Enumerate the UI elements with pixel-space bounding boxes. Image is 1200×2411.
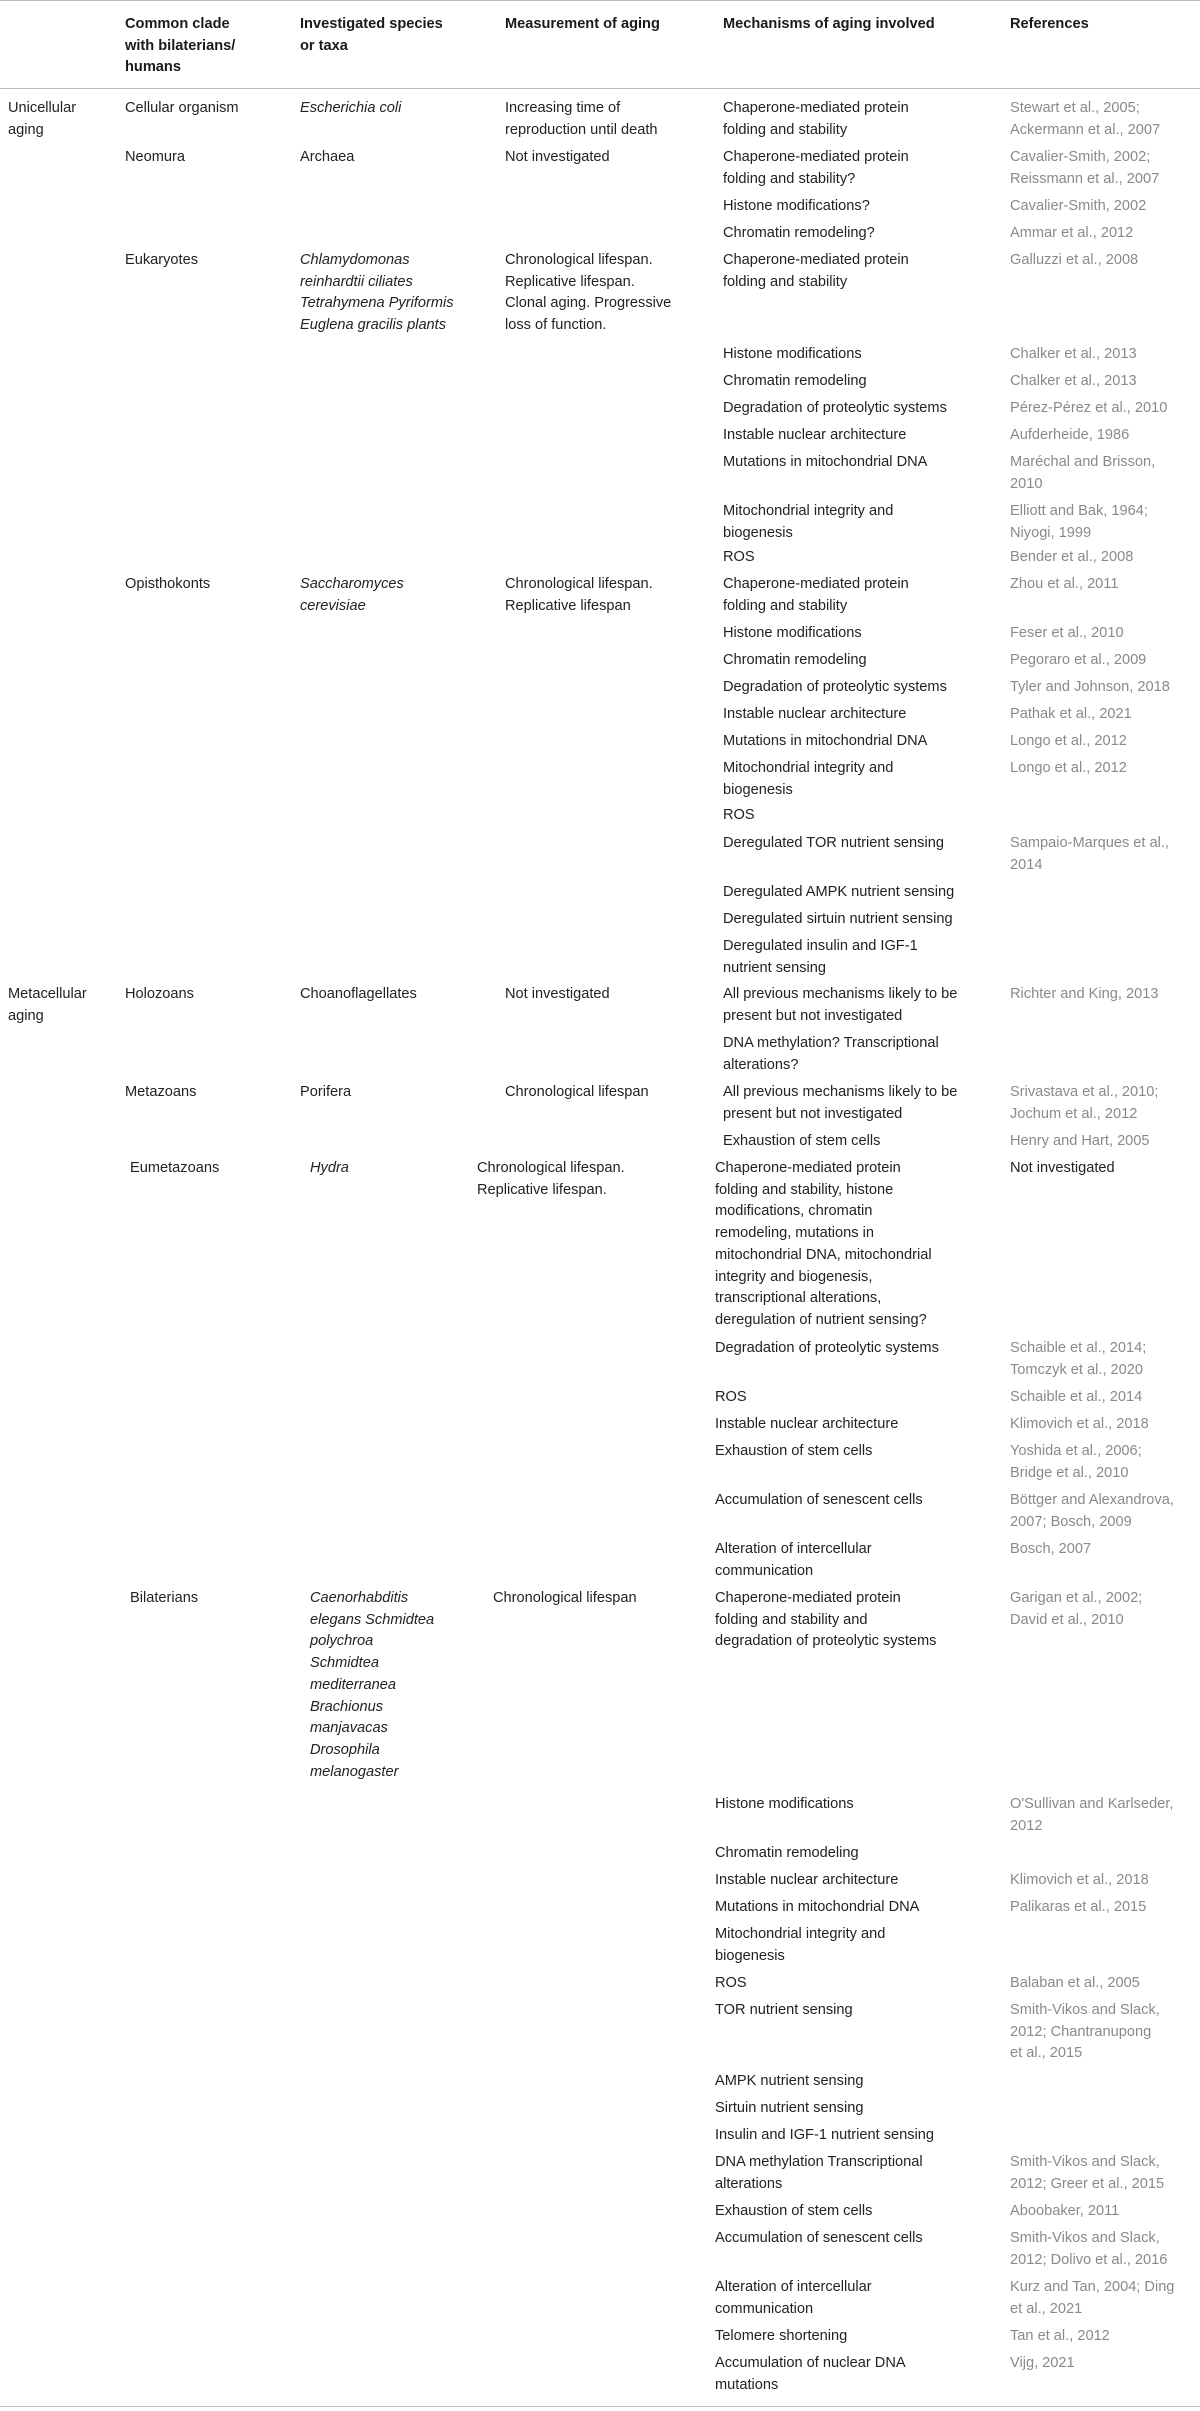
- bottom-rule: [0, 2406, 1200, 2407]
- reference-text: Klimovich et al., 2018: [1010, 1416, 1149, 1432]
- reference-text: et al., 2021: [1010, 2300, 1083, 2317]
- top-rule: [0, 0, 1200, 1]
- species-name: Drosophila: [310, 1741, 380, 1758]
- mechanism-text: Histone modifications: [715, 1796, 854, 1812]
- mechanism-text: Alteration of intercellular: [715, 2279, 872, 2295]
- mechanism-text: modifications, chromatin: [715, 1203, 873, 1220]
- mechanism-text: Deregulated sirtuin nutrient sensing: [723, 911, 953, 927]
- header-clade: with bilaterians/: [125, 37, 236, 54]
- mechanism-text: DNA methylation? Transcriptional: [723, 1035, 939, 1051]
- reference-text: 2010: [1010, 475, 1043, 492]
- measurement-text: loss of function.: [505, 317, 607, 334]
- species-name: elegans Schmidtea: [310, 1611, 435, 1628]
- mechanism-text: Mutations in mitochondrial DNA: [723, 454, 928, 470]
- reference-text: 2012; Chantranupong: [1010, 2023, 1152, 2040]
- mechanism-text: biogenesis: [723, 781, 793, 798]
- reference-text: Garigan et al., 2002;: [1010, 1590, 1143, 1606]
- group-label: Unicellular: [8, 100, 77, 116]
- mechanism-text: ROS: [723, 807, 755, 823]
- clade-label: Opisthokonts: [125, 576, 211, 592]
- species-name: Caenorhabditis: [310, 1590, 409, 1606]
- reference-text: Vijg, 2021: [1010, 2355, 1075, 2371]
- reference-text: Cavalier-Smith, 2002: [1010, 198, 1147, 214]
- mechanism-text: Chaperone-mediated protein: [715, 1160, 901, 1176]
- reference-text: Klimovich et al., 2018: [1010, 1872, 1149, 1888]
- mechanism-text: mitochondrial DNA, mitochondrial: [715, 1246, 932, 1263]
- group-label: aging: [8, 121, 44, 138]
- header-species: or taxa: [300, 37, 348, 54]
- species-name: mediterranea: [310, 1676, 396, 1693]
- measurement-text: Clonal aging. Progressive: [505, 295, 672, 312]
- reference-text: Niyogi, 1999: [1010, 524, 1092, 541]
- mechanism-text: alterations?: [723, 1056, 799, 1073]
- mechanism-text: integrity and biogenesis,: [715, 1268, 873, 1285]
- reference-text: Jochum et al., 2012: [1010, 1105, 1138, 1122]
- reference-text: Balaban et al., 2005: [1010, 1975, 1140, 1991]
- mechanism-text: Deregulated insulin and IGF-1: [723, 938, 918, 954]
- reference-text: Smith-Vikos and Slack,: [1010, 2154, 1160, 2170]
- measurement-text: Chronological lifespan: [505, 1084, 649, 1100]
- mechanism-text: transcriptional alterations,: [715, 1290, 882, 1307]
- species-name: Escherichia coli: [300, 100, 402, 116]
- mechanism-text: Accumulation of senescent cells: [715, 2230, 923, 2246]
- species-name: manjavacas: [310, 1720, 388, 1737]
- mechanism-text: Chromatin remodeling: [723, 652, 867, 668]
- reference-text: et al., 2015: [1010, 2045, 1083, 2062]
- reference-text: Kurz and Tan, 2004; Ding: [1010, 2279, 1175, 2295]
- mechanism-text: Mitochondrial integrity and: [715, 1926, 886, 1942]
- mechanism-text: remodeling, mutations in: [715, 1225, 874, 1242]
- mechanism-text: Instable nuclear architecture: [723, 427, 907, 443]
- mechanism-text: Mitochondrial integrity and: [723, 760, 894, 776]
- mechanism-text: communication: [715, 2300, 814, 2317]
- measurement-text: reproduction until death: [505, 121, 658, 138]
- reference-text: Bridge et al., 2010: [1010, 1464, 1129, 1481]
- reference-text: 2012; Greer et al., 2015: [1010, 2175, 1165, 2192]
- header-mechanisms: Mechanisms of aging involved: [723, 16, 935, 32]
- measurement-text: Chronological lifespan.: [505, 576, 653, 592]
- reference-text: Stewart et al., 2005;: [1010, 100, 1140, 116]
- group-label: aging: [8, 1007, 44, 1024]
- mechanism-text: nutrient sensing: [723, 959, 827, 976]
- mechanism-text: Instable nuclear architecture: [715, 1872, 899, 1888]
- mechanism-text: folding and stability: [723, 597, 848, 614]
- reference-text: Pathak et al., 2021: [1010, 706, 1132, 722]
- mechanism-text: Degradation of proteolytic systems: [715, 1340, 939, 1356]
- mechanism-text: communication: [715, 1562, 814, 1579]
- mechanism-text: Instable nuclear architecture: [723, 706, 907, 722]
- mechanism-text: Deregulated TOR nutrient sensing: [723, 835, 944, 851]
- mechanism-text: Chaperone-mediated protein: [723, 576, 909, 592]
- mechanism-text: folding and stability?: [723, 170, 856, 187]
- mechanism-text: ROS: [723, 549, 755, 565]
- mechanism-text: deregulation of nutrient sensing?: [715, 1311, 927, 1328]
- mechanism-text: AMPK nutrient sensing: [715, 2073, 864, 2089]
- reference-text: Smith-Vikos and Slack,: [1010, 2002, 1160, 2018]
- species-name: Porifera: [300, 1084, 352, 1100]
- mechanism-text: Chromatin remodeling?: [723, 225, 875, 241]
- mechanism-text: present but not investigated: [723, 1105, 903, 1122]
- reference-text: Not investigated: [1010, 1160, 1115, 1176]
- measurement-text: Chronological lifespan: [493, 1590, 637, 1606]
- reference-text: Palikaras et al., 2015: [1010, 1899, 1147, 1915]
- mechanism-text: Exhaustion of stem cells: [715, 2203, 873, 2219]
- reference-text: Richter and King, 2013: [1010, 986, 1159, 1002]
- reference-text: O'Sullivan and Karlseder,: [1010, 1796, 1174, 1812]
- header-references: References: [1010, 16, 1089, 32]
- mechanism-text: folding and stability, histone: [715, 1181, 894, 1198]
- reference-text: Tan et al., 2012: [1010, 2328, 1110, 2344]
- species-name: Choanoflagellates: [300, 986, 417, 1002]
- reference-text: Chalker et al., 2013: [1010, 373, 1137, 389]
- mechanism-text: TOR nutrient sensing: [715, 2002, 853, 2018]
- mechanism-text: degradation of proteolytic systems: [715, 1633, 937, 1650]
- mechanism-text: Chaperone-mediated protein: [723, 149, 909, 165]
- species-name: Saccharomyces: [300, 576, 404, 592]
- header-clade: Common clade: [125, 16, 230, 32]
- species-name: Tetrahymena Pyriformis: [300, 295, 454, 312]
- species-name: Brachionus: [310, 1698, 384, 1715]
- species-name: melanogaster: [310, 1763, 399, 1780]
- measurement-text: Increasing time of: [505, 100, 621, 116]
- mechanism-text: Instable nuclear architecture: [715, 1416, 899, 1432]
- mechanism-text: Chromatin remodeling: [715, 1845, 859, 1861]
- reference-text: Srivastava et al., 2010;: [1010, 1084, 1159, 1100]
- reference-text: Tomczyk et al., 2020: [1010, 1361, 1144, 1378]
- header-clade: humans: [125, 59, 181, 76]
- measurement-text: Chronological lifespan.: [477, 1160, 625, 1176]
- mechanism-text: biogenesis: [723, 524, 793, 541]
- mechanism-text: mutations: [715, 2376, 779, 2393]
- mechanism-text: DNA methylation Transcriptional: [715, 2154, 923, 2170]
- mechanism-text: Mutations in mitochondrial DNA: [715, 1899, 920, 1915]
- species-name: Chlamydomonas: [300, 252, 410, 268]
- reference-text: Böttger and Alexandrova,: [1010, 1492, 1174, 1508]
- mechanism-text: Chaperone-mediated protein: [723, 100, 909, 116]
- mechanism-text: folding and stability: [723, 273, 848, 290]
- reference-text: Aboobaker, 2011: [1010, 2203, 1120, 2219]
- reference-text: Tyler and Johnson, 2018: [1010, 679, 1170, 695]
- species-name: polychroa: [310, 1633, 374, 1650]
- measurement-text: Not investigated: [505, 149, 610, 165]
- mechanism-text: Chromatin remodeling: [723, 373, 867, 389]
- clade-label: Holozoans: [125, 986, 194, 1002]
- clade-label: Eumetazoans: [130, 1160, 220, 1176]
- mechanism-text: All previous mechanisms likely to be: [723, 1084, 958, 1100]
- mechanism-text: Mitochondrial integrity and: [723, 503, 894, 519]
- reference-text: Aufderheide, 1986: [1010, 427, 1130, 443]
- reference-text: 2012; Dolivo et al., 2016: [1010, 2251, 1168, 2268]
- reference-text: Ammar et al., 2012: [1010, 225, 1134, 241]
- mechanism-text: Degradation of proteolytic systems: [723, 679, 947, 695]
- header-measurement: Measurement of aging: [505, 16, 660, 32]
- mechanism-text: biogenesis: [715, 1947, 785, 1964]
- reference-text: Longo et al., 2012: [1010, 733, 1127, 749]
- measurement-text: Chronological lifespan.: [505, 252, 653, 268]
- measurement-text: Replicative lifespan.: [477, 1181, 607, 1198]
- mechanism-text: Exhaustion of stem cells: [723, 1133, 881, 1149]
- reference-text: Henry and Hart, 2005: [1010, 1133, 1150, 1149]
- reference-text: Reissmann et al., 2007: [1010, 170, 1160, 187]
- species-name: Euglena gracilis plants: [300, 317, 447, 334]
- mechanism-text: Deregulated AMPK nutrient sensing: [723, 884, 955, 900]
- mechanism-text: Accumulation of senescent cells: [715, 1492, 923, 1508]
- group-label: Metacellular: [8, 986, 87, 1002]
- reference-text: Zhou et al., 2011: [1010, 576, 1119, 592]
- reference-text: Schaible et al., 2014: [1010, 1389, 1143, 1405]
- reference-text: Yoshida et al., 2006;: [1010, 1443, 1142, 1459]
- reference-text: Ackermann et al., 2007: [1010, 121, 1161, 138]
- mechanism-text: Alteration of intercellular: [715, 1541, 872, 1557]
- reference-text: David et al., 2010: [1010, 1611, 1124, 1628]
- clade-label: Neomura: [125, 149, 186, 165]
- mechanism-text: folding and stability and: [715, 1611, 868, 1628]
- reference-text: Cavalier-Smith, 2002;: [1010, 149, 1151, 165]
- reference-text: Feser et al., 2010: [1010, 625, 1124, 641]
- clade-label: Eukaryotes: [125, 252, 199, 268]
- reference-text: Bender et al., 2008: [1010, 549, 1134, 565]
- reference-text: Sampaio-Marques et al.,: [1010, 835, 1169, 851]
- clade-label: Metazoans: [125, 1084, 197, 1100]
- mechanism-text: ROS: [715, 1389, 747, 1405]
- species-name: Hydra: [310, 1160, 349, 1176]
- reference-text: Maréchal and Brisson,: [1010, 454, 1156, 470]
- reference-text: Elliott and Bak, 1964;: [1010, 503, 1148, 519]
- mechanism-text: Insulin and IGF-1 nutrient sensing: [715, 2127, 935, 2143]
- mechanism-text: Histone modifications?: [723, 198, 870, 214]
- mechanism-text: Accumulation of nuclear DNA: [715, 2355, 906, 2371]
- species-name: reinhardtii ciliates: [300, 273, 413, 290]
- mechanism-text: Chaperone-mediated protein: [715, 1590, 901, 1606]
- mechanism-text: folding and stability: [723, 121, 848, 138]
- reference-text: 2014: [1010, 856, 1043, 873]
- mechanism-text: Exhaustion of stem cells: [715, 1443, 873, 1459]
- mechanism-text: alterations: [715, 2175, 783, 2192]
- mechanism-text: Degradation of proteolytic systems: [723, 400, 947, 416]
- species-name: Schmidtea: [310, 1655, 379, 1672]
- mechanism-text: All previous mechanisms likely to be: [723, 986, 958, 1002]
- reference-text: Galluzzi et al., 2008: [1010, 252, 1139, 268]
- species-name: cerevisiae: [300, 597, 366, 614]
- reference-text: Chalker et al., 2013: [1010, 346, 1137, 362]
- measurement-text: Not investigated: [505, 986, 610, 1002]
- reference-text: 2012: [1010, 1817, 1043, 1834]
- mechanism-text: Histone modifications: [723, 625, 862, 641]
- mechanism-text: Sirtuin nutrient sensing: [715, 2100, 864, 2116]
- mechanism-text: Mutations in mitochondrial DNA: [723, 733, 928, 749]
- reference-text: Longo et al., 2012: [1010, 760, 1127, 776]
- mechanism-text: ROS: [715, 1975, 747, 1991]
- measurement-text: Replicative lifespan: [505, 597, 631, 614]
- reference-text: Pegoraro et al., 2009: [1010, 652, 1147, 668]
- mechanism-text: Telomere shortening: [715, 2328, 848, 2344]
- mechanism-text: present but not investigated: [723, 1007, 903, 1024]
- measurement-text: Replicative lifespan.: [505, 273, 635, 290]
- reference-text: Smith-Vikos and Slack,: [1010, 2230, 1160, 2246]
- reference-text: Pérez-Pérez et al., 2010: [1010, 400, 1168, 416]
- species-name: Archaea: [300, 149, 355, 165]
- reference-text: Schaible et al., 2014;: [1010, 1340, 1147, 1356]
- clade-label: Bilaterians: [130, 1590, 199, 1606]
- header-species: Investigated species: [300, 16, 443, 32]
- header-rule: [0, 88, 1200, 89]
- mechanism-text: Histone modifications: [723, 346, 862, 362]
- reference-text: 2007; Bosch, 2009: [1010, 1513, 1132, 1530]
- mechanism-text: Chaperone-mediated protein: [723, 252, 909, 268]
- reference-text: Bosch, 2007: [1010, 1541, 1092, 1557]
- clade-label: Cellular organism: [125, 100, 239, 116]
